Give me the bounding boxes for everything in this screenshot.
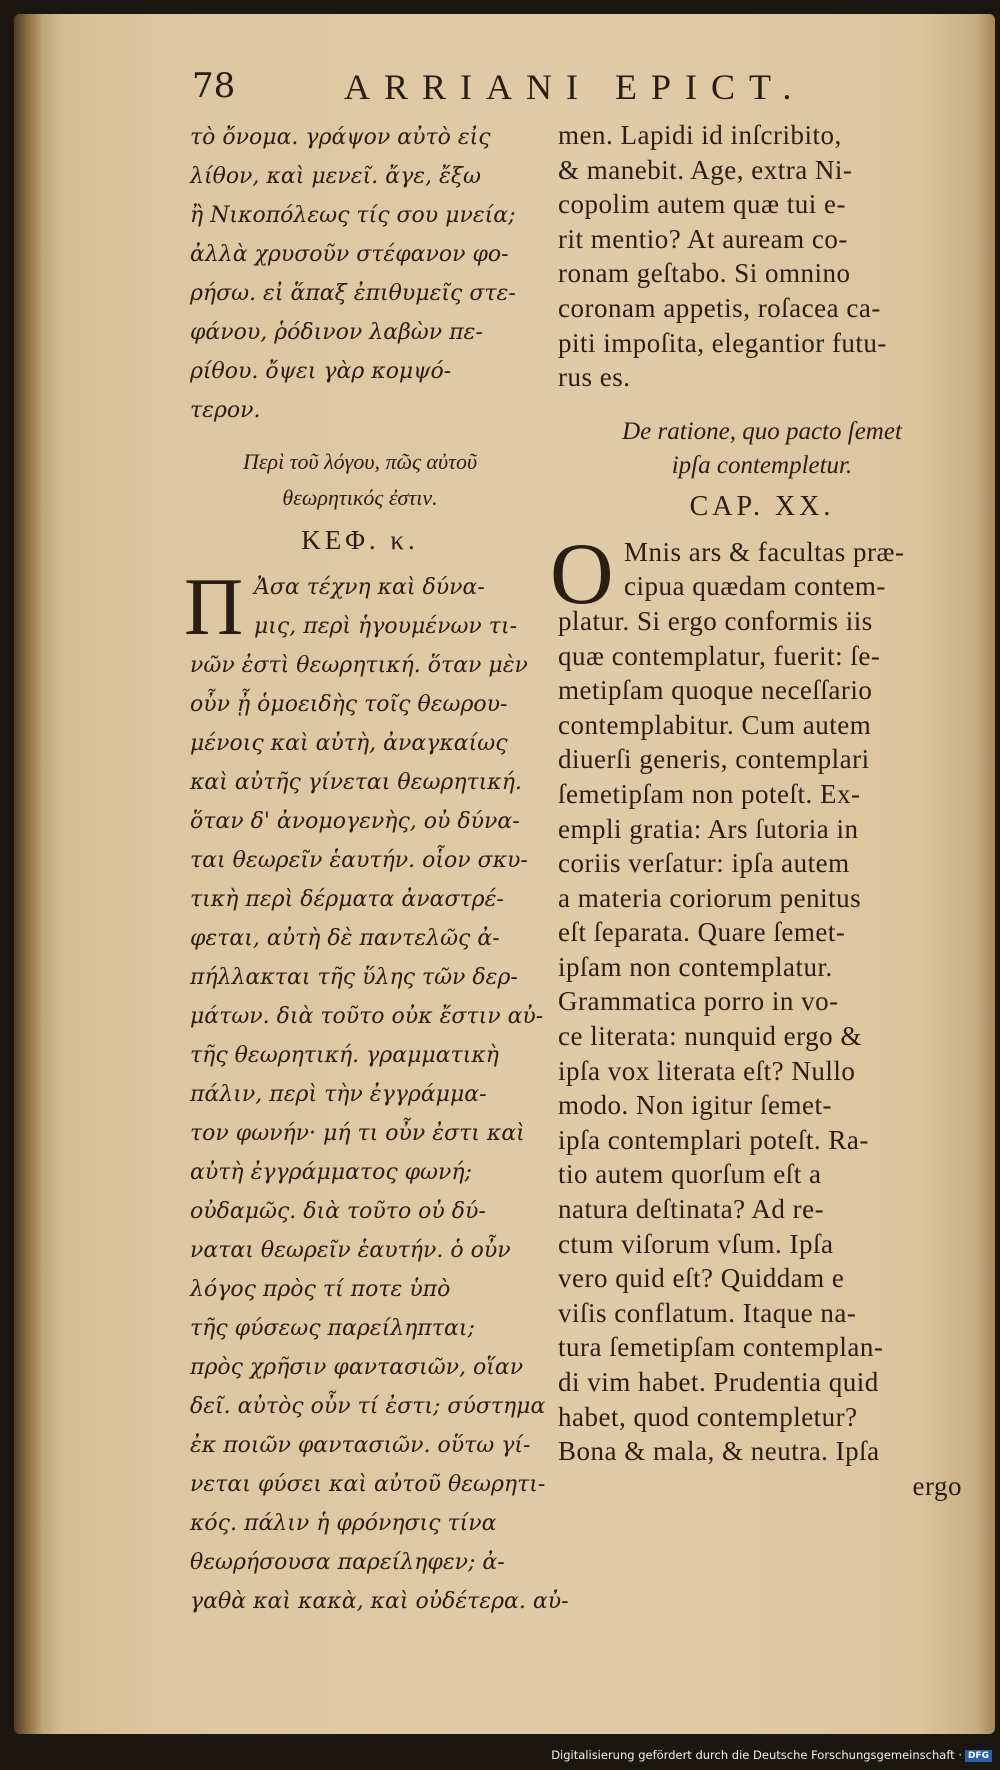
latin-line: Grammatica porro in vo- bbox=[558, 986, 839, 1017]
latin-body bbox=[550, 525, 966, 1504]
greek-chapter-number: ΚΕΦ. κ. bbox=[301, 525, 419, 555]
latin-line: tura ſemetipſam contemplan- bbox=[558, 1332, 884, 1363]
latin-line: ſemetipſam non poteſt. Ex- bbox=[558, 778, 861, 809]
greek-line: τικὴ περὶ δέρματα ἀναστρέ- bbox=[190, 887, 504, 912]
greek-line: κός. πάλιν ἡ φρόνησις τίνα bbox=[190, 1511, 497, 1536]
latin-line: quæ contemplatur, fuerit: ſe- bbox=[558, 640, 881, 671]
greek-line: τερον. bbox=[190, 398, 261, 423]
dfg-logo: DFG bbox=[965, 1750, 992, 1762]
greek-line: ἐκ ποιῶν φαντασιῶν. οὕτω γί- bbox=[190, 1433, 531, 1458]
latin-line: cipua quædam contem- bbox=[624, 571, 886, 602]
greek-line: πήλλακται τῆς ὕλης τῶν δερ- bbox=[190, 965, 518, 990]
book-page bbox=[14, 14, 995, 1734]
greek-line: δεῖ. αὐτὸς οὖν τί ἐστι; σύστημα bbox=[190, 1394, 546, 1419]
greek-line: ἢ Νικοπόλεως τίς σου μνεία; bbox=[190, 203, 516, 228]
latin-line: Bona & mala, & neutra. Ipſa bbox=[558, 1436, 880, 1467]
greek-line: λόγος πρὸς τί ποτε ὑπὸ bbox=[190, 1277, 451, 1302]
latin-line: ipſa contemplari poteſt. Ra- bbox=[558, 1124, 869, 1155]
latin-line: ronam geſtabo. Si omnino bbox=[558, 258, 851, 289]
greek-line: νῶν ἐστὶ θεωρητική. ὅταν μὲν bbox=[190, 653, 528, 678]
page-gutter-shadow bbox=[14, 14, 42, 1734]
greek-line: Ἀσα τέχνη καὶ δύνα- bbox=[254, 575, 485, 600]
greek-column bbox=[184, 118, 569, 1621]
greek-line: τον φωνήν· μή τι οὖν ἐστι καὶ bbox=[190, 1121, 525, 1146]
greek-line: τῆς φύσεως παρείληπται; bbox=[190, 1316, 475, 1341]
latin-line: ipſam non contemplatur. bbox=[558, 951, 833, 982]
greek-line: αὐτὴ ἐγγράμματος φωνή; bbox=[190, 1160, 472, 1185]
page-number: 78 bbox=[192, 66, 236, 106]
greek-line: πάλιν, περὶ τὴν ἐγγράμμα- bbox=[190, 1082, 487, 1107]
latin-column bbox=[550, 118, 966, 1503]
latin-line: coriis verſatur: ipſa autem bbox=[558, 848, 850, 879]
latin-line: coronam appetis, roſacea ca- bbox=[558, 292, 881, 323]
digitization-credit bbox=[551, 1748, 992, 1762]
latin-line: metipſam quoque neceſſario bbox=[558, 675, 873, 706]
page-header bbox=[14, 66, 995, 116]
running-head: ARRIANI EPICT. bbox=[344, 67, 806, 107]
greek-chapter-heading bbox=[190, 444, 530, 516]
greek-line: ται θεωρεῖν ἑαυτήν. οἷον σκυ- bbox=[190, 848, 528, 873]
latin-line: ce literata: nunquid ergo & bbox=[558, 1021, 862, 1052]
latin-heading-line: De ratione, quo pacto ſemet bbox=[622, 417, 902, 445]
latin-line: & manebit. Age, extra Ni- bbox=[558, 154, 853, 185]
greek-line: ἀλλὰ χρυσοῦν στέφανον φο- bbox=[190, 242, 509, 267]
latin-heading-line: ipſa contempletur. bbox=[671, 451, 853, 479]
greek-line: ρήσω. εἰ ἅπαξ ἐπιθυμεῖς στε- bbox=[190, 281, 516, 306]
latin-line: rit mentio? At auream co- bbox=[558, 223, 848, 254]
greek-heading-line: Περὶ τοῦ λόγου, πῶς αὐτοῦ bbox=[242, 449, 478, 474]
latin-line: diuerſi generis, contemplari bbox=[558, 744, 870, 775]
latin-chapter-number: CAP. XX. bbox=[689, 490, 835, 522]
latin-line: empli gratia: Ars ſutoria in bbox=[558, 813, 859, 844]
greek-drop-cap: Π bbox=[184, 561, 244, 652]
latin-line: tio autem quorſum eſt a bbox=[558, 1159, 822, 1190]
greek-line: τῆς θεωρητική. γραμματικὴ bbox=[190, 1043, 499, 1068]
greek-line: θεωρήσουσα παρείληφεν; ἀ- bbox=[190, 1550, 505, 1575]
greek-line: οὐδαμῶς. διὰ τοῦτο οὐ δύ- bbox=[190, 1199, 486, 1224]
latin-line: copolim autem quæ tui e- bbox=[558, 189, 846, 220]
greek-line: γαθὰ καὶ κακὰ, καὶ οὐδέτερα. αὐ- bbox=[190, 1589, 569, 1614]
greek-line: μάτων. διὰ τοῦτο οὐκ ἔστιν αὐ- bbox=[190, 1004, 544, 1029]
latin-line: eſt ſeparata. Quare ſemet- bbox=[558, 917, 846, 948]
latin-line: men. Lapidi id inſcribito, bbox=[558, 120, 842, 150]
latin-line: viſis conflatum. Itaque na- bbox=[558, 1297, 857, 1328]
latin-line: a materia coriorum penitus bbox=[558, 882, 862, 913]
latin-line: modo. Non igitur ſemet- bbox=[558, 1090, 832, 1121]
latin-line: platur. Si ergo conformis iis bbox=[558, 605, 873, 636]
latin-line: ctum viſorum vſum. Ipſa bbox=[558, 1228, 834, 1259]
greek-line: ρίθου. ὄψει γὰρ κομψό- bbox=[190, 359, 452, 384]
greek-line: μις, περὶ ἡγουμένων τι- bbox=[254, 614, 518, 639]
greek-line: λίθον, καὶ μενεῖ. ἄγε, ἔξω bbox=[190, 164, 481, 189]
latin-line: natura deſtinata? Ad re- bbox=[558, 1194, 825, 1225]
greek-heading-line: θεωρητικός ἐστιν. bbox=[282, 485, 438, 510]
latin-line: ipſa vox literata eſt? Nullo bbox=[558, 1055, 856, 1086]
latin-top-block bbox=[558, 118, 966, 395]
catchword: ergo bbox=[912, 1470, 962, 1501]
greek-line: φεται, αὐτὴ δὲ παντελῶς ἀ- bbox=[190, 926, 500, 951]
greek-line: τὸ ὄνομα. γράψον αὐτὸ εἰς bbox=[190, 125, 491, 150]
greek-line: ναται θεωρεῖν ἑαυτήν. ὁ οὖν bbox=[190, 1238, 511, 1263]
latin-line: habet, quod contempletur? bbox=[558, 1401, 858, 1432]
latin-drop-cap: O bbox=[550, 525, 614, 623]
greek-line: νεται φύσει καὶ αὐτοῦ θεωρητι- bbox=[190, 1472, 546, 1497]
greek-line: οὖν ᾖ ὁμοειδὴς τοῖς θεωρου- bbox=[190, 692, 508, 717]
greek-line: μένοις καὶ αὐτὴ, ἀναγκαίως bbox=[190, 731, 508, 756]
greek-line: φάνου, ῥόδινον λαβὼν πε- bbox=[190, 320, 483, 345]
greek-body bbox=[184, 561, 569, 1621]
latin-line: piti impoſita, elegantior futu- bbox=[558, 327, 887, 358]
latin-line: contemplabitur. Cum autem bbox=[558, 709, 872, 740]
latin-line: rus es. bbox=[558, 362, 631, 393]
greek-line: ὅταν δ' ἀνομογενὴς, οὐ δύνα- bbox=[190, 809, 520, 834]
credit-text: Digitalisierung gefördert durch die Deutsche Forschungsgemeinschaft · bbox=[551, 1748, 962, 1762]
latin-line: vero quid eſt? Quiddam e bbox=[558, 1263, 845, 1294]
latin-line: Mnis ars & facultas præ- bbox=[624, 536, 905, 567]
greek-line: πρὸς χρῆσιν φαντασιῶν, οἵαν bbox=[190, 1355, 524, 1380]
latin-chapter-heading bbox=[558, 415, 966, 483]
latin-line: di vim habet. Prudentia quid bbox=[558, 1367, 879, 1397]
greek-top-block bbox=[190, 118, 530, 430]
greek-line: καὶ αὐτῆς γίνεται θεωρητική. bbox=[190, 770, 522, 795]
